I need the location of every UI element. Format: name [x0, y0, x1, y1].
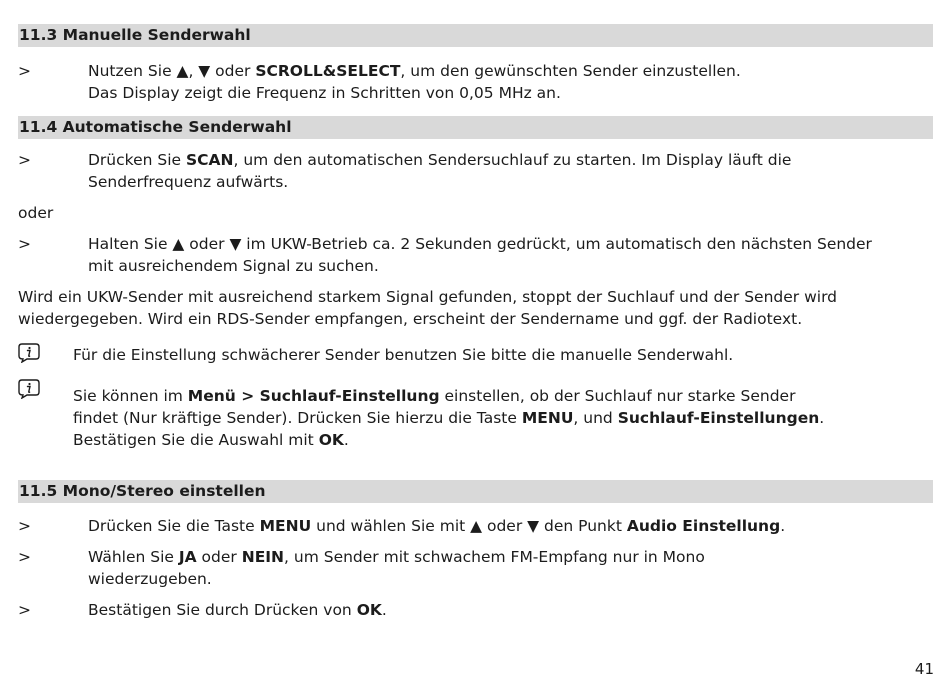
- manual-page: [18, 24, 933, 621]
- info-note: Sie können im Menü > Suchlauf-Einstellung einstellen, ob der Suchlauf nur starke Sender findet (Nur kräftige Sender). Drücken Sie hierzu die Taste MENU, und Suchlauf-Einstellungen. Bestätigen Sie die Auswahl mit OK.: [18, 380, 933, 451]
- list-marker: >: [18, 235, 31, 253]
- section-heading-11-5: 11.5 Mono/Stereo einstellen: [18, 480, 933, 503]
- list-item: > Wählen Sie JA oder NEIN, um Sender mit schwachem FM-Empfang nur in Mono wiederzugeben.: [18, 548, 705, 588]
- info-icon: [18, 343, 40, 363]
- list-item: > Drücken Sie SCAN, um den automatischen Sendersuchlauf zu starten. Im Display läuft die Senderfrequenz aufwärts.: [18, 151, 792, 191]
- list-marker: >: [18, 151, 31, 169]
- list-item: > Nutzen Sie ▲, ▼ oder SCROLL&SELECT, um den gewünschten Sender einzustellen. Das Display zeigt die Frequenz in Schritten von 0,05 MHz an.: [18, 62, 741, 102]
- oder-text: oder: [18, 204, 54, 222]
- section-heading-11-3: 11.3 Manuelle Senderwahl: [18, 24, 933, 47]
- list-item: > Drücken Sie die Taste MENU und wählen Sie mit ▲ oder ▼ den Punkt Audio Einstellung.: [18, 517, 786, 535]
- list-marker: >: [18, 548, 31, 566]
- list-item: > Bestätigen Sie durch Drücken von OK.: [18, 601, 387, 619]
- page-number: 41: [914, 660, 934, 678]
- list-item: > Halten Sie ▲ oder ▼ im UKW-Betrieb ca. 2 Sekunden gedrückt, um automatisch den nächsten Sender mit ausreichendem Signal zu suchen.: [18, 235, 872, 275]
- info-icon: [18, 379, 40, 399]
- section-heading-11-4: 11.4 Automatische Senderwahl: [18, 116, 933, 139]
- list-marker: >: [18, 517, 31, 535]
- list-marker: >: [18, 62, 31, 80]
- paragraph: Wird ein UKW-Sender mit ausreichend starkem Signal gefunden, stoppt der Suchlauf und der Sender wird wiedergegeben. Wird ein RDS-Sender empfangen, erscheint der Sendername und ggf. der Radiotext.: [18, 288, 838, 328]
- list-marker: >: [18, 601, 31, 619]
- info-note: Für die Einstellung schwächerer Sender benutzen Sie bitte die manuelle Senderwahl.: [18, 344, 933, 366]
